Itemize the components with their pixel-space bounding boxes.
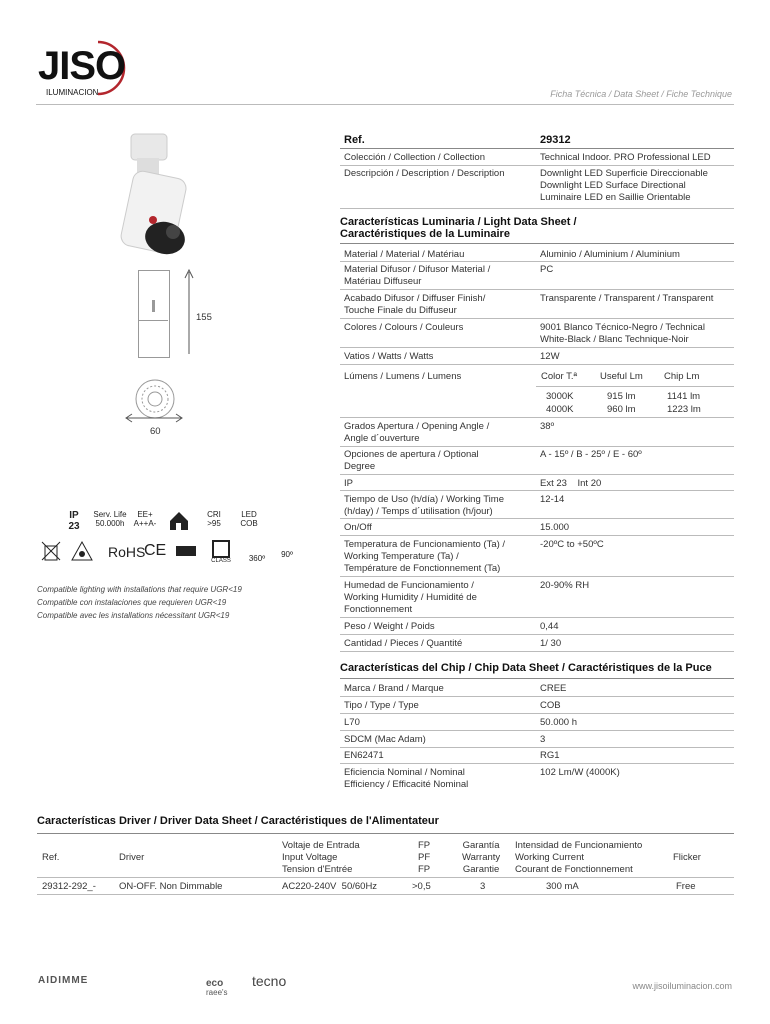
driver-cell-fp: >0,5	[412, 881, 431, 892]
weee-bin-icon	[40, 540, 62, 562]
ugr-notes: Compatible lighting with installations that require UGR<19 Compatible con instalaciones que requieren UGR<19 Compatible avec les installations nécessitant UGR<19	[37, 585, 242, 620]
rotation-360-badge: 360º	[248, 554, 266, 563]
cri-badge: CRI >95	[207, 510, 221, 528]
side-view-drawing	[138, 270, 170, 358]
ip-badge: IP 23	[68, 510, 80, 532]
doc-type: Ficha Técnica / Data Sheet / Fiche Technique	[550, 89, 732, 99]
luminaire-title: Características Luminaria / Light Data Sheet / Caractéristiques de la Luminaire	[340, 216, 577, 240]
brand-name: JISO	[38, 44, 126, 88]
lumens-cell: 4000K	[546, 404, 574, 415]
footer-logo-aidimme: AIDIMME	[38, 975, 89, 986]
height-arrow-icon	[182, 268, 196, 358]
driver-header-fp: FP PF FP	[418, 840, 431, 875]
driver-cell-voltage: AC220-240V 50/60Hz	[282, 881, 378, 892]
service-life-badge: Serv. Life 50.000h	[93, 510, 127, 528]
driver-header-driver: Driver	[119, 852, 145, 863]
energy-class-badge: EE+ A++A-	[133, 510, 157, 528]
brand-subtitle: ILUMINACION	[46, 88, 99, 97]
brand-logo	[36, 36, 136, 100]
indoor-house-icon	[168, 510, 190, 532]
height-dimension: 155	[196, 312, 212, 323]
rohs-mark: RoHS	[108, 544, 146, 560]
lumens-cell: 915 lm	[607, 391, 636, 402]
driver-header-current: Intensidad de Funcionamiento Working Current Courant de Fonctionnement	[515, 840, 643, 875]
footer-logo-raees: raee's	[206, 988, 228, 997]
driver-cell-ref: 29312-292_-	[42, 881, 96, 892]
width-arrow-icon	[124, 412, 184, 424]
width-dimension: 60	[150, 426, 161, 437]
footer-logo-eco: eco	[206, 978, 224, 989]
product-photo	[115, 130, 205, 260]
lumens-header-useful: Useful Lm	[600, 371, 643, 382]
led-cob-badge: LED COB	[240, 510, 258, 528]
driver-cell-driver: ON-OFF. Non Dimmable	[119, 881, 223, 892]
lumens-header-color: Color T.ª	[541, 371, 578, 382]
driver-cell-warranty: 3	[480, 881, 486, 892]
lumens-cell: 1223 lm	[667, 404, 701, 415]
tilt-90-badge: 90º	[281, 550, 293, 559]
driver-header-voltage: Voltaje de Entrada Input Voltage Tension d'Entrée	[282, 840, 360, 875]
lumens-cell: 3000K	[546, 391, 574, 402]
lumens-cell: 1141 lm	[667, 391, 701, 402]
header-divider	[36, 104, 734, 105]
fire-rated-icon	[70, 540, 94, 562]
driver-cell-flicker: Free	[676, 881, 696, 892]
driver-cell-current: 300 mA	[546, 881, 579, 892]
lumens-cell: 960 lm	[607, 404, 636, 415]
footer-logo-tecno: tecno	[252, 973, 287, 989]
driver-header-ref: Ref.	[42, 852, 60, 863]
chip-title: Características del Chip / Chip Data Sheet / Caractéristiques de la Puce	[340, 662, 712, 674]
ce-mark: CE	[144, 542, 167, 559]
lumens-header-chip: Chip Lm	[664, 371, 700, 382]
driver-header-warranty: Garantía Warranty Garantie	[462, 840, 501, 875]
driver-header-flicker: Flicker	[673, 852, 701, 863]
driver-icon	[174, 540, 198, 562]
footer-website[interactable]: www.jisoiluminacion.com	[632, 981, 732, 991]
driver-title: Características Driver / Driver Data Sheet / Caractéristiques de l'Alimentateur	[37, 815, 439, 827]
class-badge: CLASS	[208, 540, 234, 564]
